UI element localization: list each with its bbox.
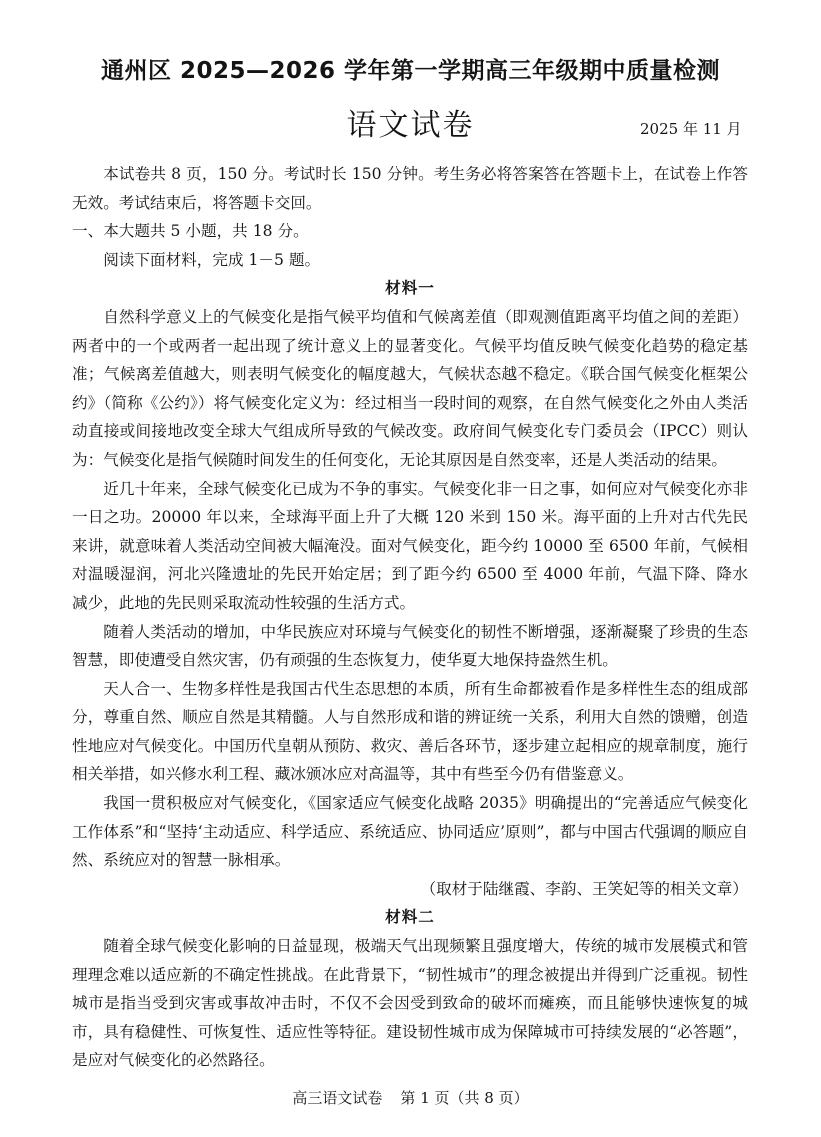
exam-body [72, 160, 748, 1075]
page-footer [0, 1087, 821, 1108]
material1-paragraph: 自然科学意义上的气候变化是指气候平均值和气候离差值（即观测值距离平均值之间的差距）两者中的一个或两者一起出现了统计意义上的显著变化。气候平均值反映气候变化趋势的稳定基准；气候离差值越大，则表明气候变化的幅度越大，气候状态越不稳定。《联合国气候变化框架公约》（简称《公约》）将气候变化定义为：经过相当一段时间的观察，在自然气候变化之外由人类活动直接或间接地改变全球大气组成所导致的气候改变。政府间气候变化专门委员会（IPCC）则认为：气候变化是指气候随时间发生的任何变化，无论其原因是自然变率，还是人类活动的结果。 [72, 307, 748, 469]
material2-paragraph: 随着全球气候变化影响的日益显现，极端天气出现频繁且强度增大，传统的城市发展模式和管理理念难以适应新的不确定性挑战。在此背景下，“韧性城市”的理念被提出并得到广泛重视。韧性城市是指当受到灾害或事故冲击时，不仅不会因受到致命的破坏而瘫痪，而且能够快速恢复的城市，具有稳健性、可恢复性、适应性等特征。建设韧性城市成为保障城市可持续发展的“必答题”，是应对气候变化的必然路径。 [72, 937, 748, 1070]
exam-date: 2025 年 11 月 [640, 120, 742, 138]
footer-page-number: 第 1 页（共 8 页） [400, 1089, 529, 1107]
material1-paragraph: 随着人类活动的增加，中华民族应对环境与气候变化的韧性不断增强，逐渐凝聚了珍贵的生态智慧，即使遭受自然灾害，仍有顽强的生态恢复力，使华夏大地保持盎然生机。 [72, 622, 748, 670]
section-title: 一、本大题共 5 小题，共 18 分。 [72, 222, 309, 241]
material1-paragraph: 近几十年来，全球气候变化已成为不争的事实。气候变化非一日之事，如何应对气候变化亦非一日之功。20000 年以来，全球海平面上升了大概 120 米到 150 米。海平面的上升对古代先民来讲，就意味着人类活动空间被大幅淹没。面对气候变化，距今约 10000 至 6500 年前，气候相对温暖湿润，河北兴隆遗址的先民开始定居；到了距今约 6500 至 4000 年前，气温下降、降水减少，此地的先民则采取流动性较强的生活方式。 [72, 479, 748, 612]
subject-title: 语文试卷 [346, 108, 475, 143]
material2-heading: 材料二 [385, 907, 435, 927]
material1-heading: 材料一 [385, 278, 435, 298]
footer-label: 高三语文试卷 [292, 1089, 383, 1107]
instructions: 本试卷共 8 页，150 分。考试时长 150 分钟。考生务必将答案答在答题卡上，在试卷上作答无效。考试结束后，将答题卡交回。 [72, 165, 748, 212]
material1-source: （取材于陆继霞、李韵、王笑妃等的相关文章） [420, 879, 748, 898]
material1-paragraph: 我国一贯积极应对气候变化，《国家适应气候变化战略 2035》明确提出的“完善适应气候变化工作体系”和“坚持‘主动适应、科学适应、系统适应、协同适应’原则”，都与中国古代强调的顺应自然、系统应对的智慧一脉相承。 [72, 794, 748, 870]
material1-paragraph: 天人合一、生物多样性是我国古代生态思想的本质，所有生命都被看作是多样性生态的组成部分，尊重自然、顺应自然是其精髓。人与自然形成和谐的辨证统一关系，利用大自然的馈赠，创造性地应对气候变化。中国历代皇朝从预防、救灾、善后各环节，逐步建立起相应的规章制度，施行相关举措，如兴修水利工程、藏冰颁冰应对高温等，其中有些至今仍有借鉴意义。 [72, 679, 748, 784]
section-prompt: 阅读下面材料，完成 1－5 题。 [103, 250, 321, 269]
exam-title: 通州区 2025—2026 学年第一学期高三年级期中质量检测 [100, 58, 721, 84]
